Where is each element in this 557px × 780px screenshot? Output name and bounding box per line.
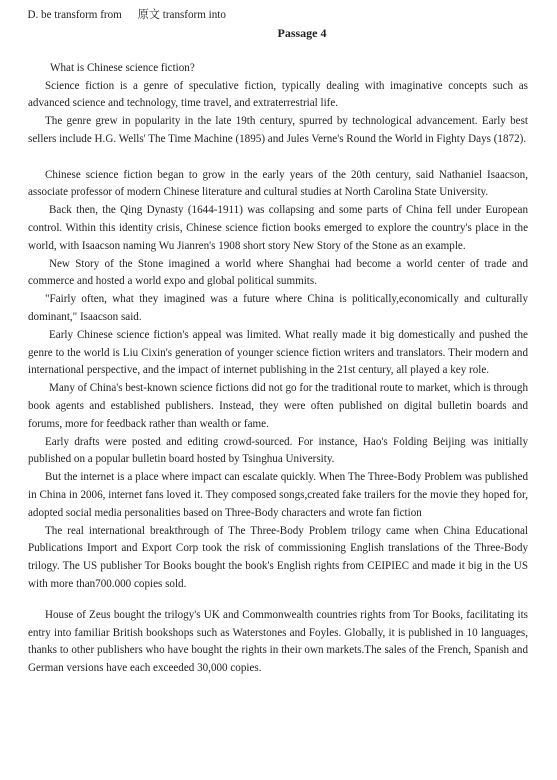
option-d: D. be transform from [27, 9, 122, 21]
paragraph-history: The genre grew in popularity in the late 19th century, spurred by technological advancement. Early best sellers include H.G. Wells' The Time Machine (1895) and Jules Verne's Round the World in Fighty Days (1872). [28, 115, 528, 145]
paragraph-definition: Science fiction is a genre of speculative fiction, typically dealing with imaginative concepts such as advanced science and technology, time travel, and extraterrestrial life. [28, 79, 528, 110]
original-text-note: 原文 transform into [137, 9, 226, 21]
header-line [28, 7, 529, 25]
paragraph-new-story: New Story of the Stone imagined a world where Shanghai had become a world center of trade and commerce and hosted a world expo and global political summits. [28, 257, 528, 288]
paragraph-gap [28, 149, 528, 167]
paragraph-drafts: Early drafts were posted and editing crowd-sourced. For instance, Hao's Folding Beijing was initially published on a popular bulletin board hosted by Tsinghua University. [28, 435, 528, 466]
passage-title: Passage 4 [277, 25, 327, 40]
paragraph-qing-dynasty: Back then, the Qing Dynasty (1644-1911) was collapsing and some parts of China fell under European control. Within this identity crisis, Chinese science fiction books emerged to explore the country's place in the world, with Isaacson naming Wu Jianren's 1908 short story New Story of the Stone as an example. [28, 204, 528, 252]
paragraph-appeal: Early Chinese science fiction's appeal was limited. What really made it big domestically and pushed the genre to the world is Liu Cixin's generation of younger science fiction writers and translators. Their modern and international perspective, and the impact of internet publishing in the 21st century, all played a key role. [28, 328, 528, 377]
paragraph-20th-century: Chinese science fiction began to grow in the early years of the 20th century, said Nathaniel Isaacson, associate professor of modern Chinese literature and cultural studies at North Carolina State University. [28, 168, 528, 199]
paragraph-internet: But the internet is a place where impact can escalate quickly. When The Three-Body Problem was published in China in 2006, internet fans loved it. They composed songs,created fake trailers for the movie they hoped for, adopted social media personalities based on Three-Body characters and wrote fan fiction [28, 471, 528, 519]
paragraph-quote: "Fairly often, what they imagined was a future where China is politically,economically and culturally dominant," Isaacson said. [28, 293, 528, 323]
paragraph-question: What is Chinese science fiction? [50, 61, 195, 74]
paragraph-breakthrough: The real international breakthrough of The Three-Body Problem trilogy came when China Educational Publications Import and Export Corp took the risk of commissioning English translations of the Three-Body trilogy. The US publisher Tor Books bought the book's English rights from CEIPIEC and made it big in the US with more than700.000 copies sold. [28, 524, 528, 590]
paragraph-publishing-route: Many of China's best-known science fictions did not go for the traditional route to market, which is through book agents and established publishers. Instead, they were often published on digital bulletin boards and forums, more for feedback rather than wealth or fame. [28, 382, 528, 430]
paragraph-global-sales: House of Zeus bought the trilogy's UK and Commonwealth countries rights from Tor Books, facilitating its entry into familiar British bookshops such as Waterstones and Foyles. Globally, it is published in 10 languages, thanks to other publishers who have bought the rights in their own markets.The sales of the French, Spanish and German versions have each exceeded 30,000 copies. [28, 608, 528, 675]
paragraph-gap [28, 594, 528, 607]
